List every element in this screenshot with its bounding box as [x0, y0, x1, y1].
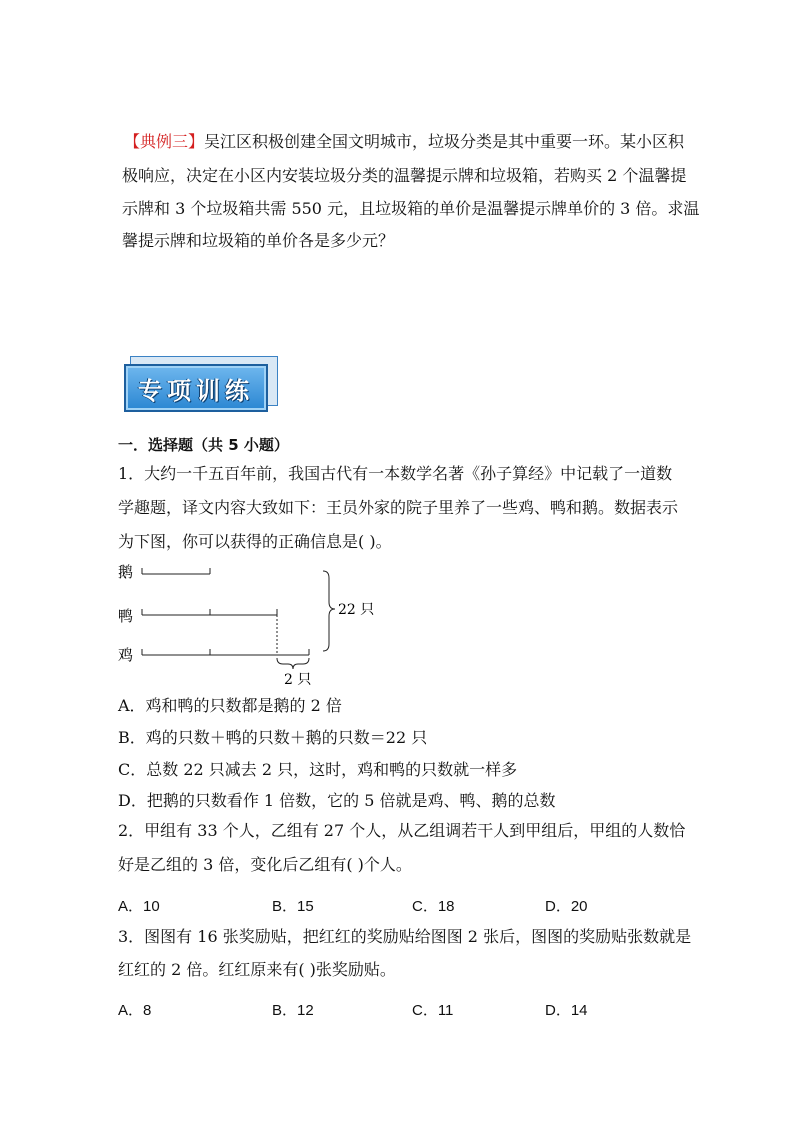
- q1-option-b: B．鸡的只数＋鸭的只数＋鹅的只数＝22 只: [118, 728, 428, 747]
- q2-option-c: C．18: [412, 898, 455, 915]
- chicken-label: 鸡: [118, 646, 134, 664]
- banner-label: 专项训练: [138, 376, 254, 405]
- diff-brace: [277, 658, 309, 669]
- goose-segment: [142, 568, 210, 574]
- q2-option-d: D．20: [545, 898, 588, 915]
- example3-line-3: 示牌和 3 个垃圾箱共需 550 元，且垃圾箱的单价是温馨提示牌单价的 3 倍。求温: [122, 199, 700, 218]
- q1-option-a: A．鸡和鸭的只数都是鹅的 2 倍: [118, 696, 342, 715]
- example3-line-4: 馨提示牌和垃圾箱的单价各是多少元？: [122, 231, 395, 250]
- q3-line-2: 红红的 2 倍。红红原来有( )张奖励贴。: [118, 960, 396, 979]
- duck-segment: [142, 609, 277, 615]
- q1-segment-diagram: [116, 560, 396, 694]
- example3-line-1-text: 吴江区积极创建全国文明城市，垃圾分类是其中重要一环。某小区积: [204, 132, 685, 151]
- q1-option-c: C．总数 22 只减去 2 只，这时，鸡和鸭的只数就一样多: [118, 760, 518, 779]
- q3-line-1: 3．图图有 16 张奖励贴，把红红的奖励贴给图图 2 张后，图图的奖励贴张数就是: [118, 927, 692, 946]
- q1-option-d: D．把鹅的只数看作 1 倍数，它的 5 倍就是鸡、鸭、鹅的总数: [118, 791, 556, 810]
- q2-option-a: A．10: [118, 898, 160, 915]
- example3-tag: 【典例三】: [124, 132, 205, 151]
- q3-option-b: B．12: [272, 1002, 314, 1019]
- example3-line-1: [124, 134, 684, 150]
- total-brace: [323, 571, 335, 651]
- duck-label: 鸭: [118, 607, 134, 625]
- q2-option-b: B．15: [272, 898, 314, 915]
- chicken-segment: [142, 649, 309, 655]
- q1-line-1: 1．大约一千五百年前，我国古代有一本数学名著《孙子算经》中记载了一道数: [118, 464, 673, 483]
- q3-option-a: A．8: [118, 1002, 152, 1019]
- total-label: 22 只: [338, 602, 375, 618]
- diff-label: 2 只: [284, 672, 312, 688]
- q1-line-3: 为下图，你可以获得的正确信息是( )。: [118, 532, 392, 551]
- q3-option-c: C．11: [412, 1002, 454, 1019]
- q2-line-1: 2．甲组有 33 个人，乙组有 27 个人，从乙组调若干人到甲组后，甲组的人数恰: [118, 821, 686, 840]
- q1-line-2: 学趣题，译文内容大致如下：王员外家的院子里养了一些鸡、鸭和鹅。数据表示: [118, 498, 679, 517]
- special-training-banner: [124, 356, 276, 410]
- q2-line-2: 好是乙组的 3 倍，变化后乙组有( )个人。: [118, 855, 412, 874]
- segment-diagram-svg: [116, 560, 396, 690]
- example3-line-2: 极响应，决定在小区内安装垃圾分类的温馨提示牌和垃圾箱，若购买 2 个温馨提: [122, 166, 687, 185]
- section-title: 一．选择题（共 5 小题）: [118, 436, 289, 454]
- q3-option-d: D．14: [545, 1002, 588, 1019]
- banner-box: [124, 364, 268, 412]
- goose-label: 鹅: [118, 563, 134, 581]
